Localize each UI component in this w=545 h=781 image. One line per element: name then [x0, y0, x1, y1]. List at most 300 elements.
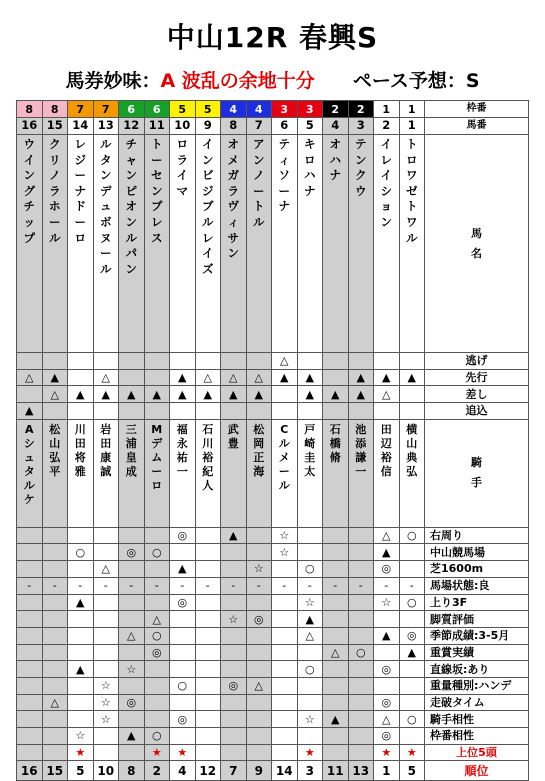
horse-name [348, 135, 374, 353]
mark-cell [221, 403, 247, 420]
mark-cell [93, 527, 119, 544]
mark-cell [272, 661, 298, 678]
rank-cell: 15 [42, 761, 68, 781]
mark-cell [399, 403, 425, 420]
mark-cell [17, 644, 43, 661]
mark-cell [195, 677, 221, 694]
mark-cell [42, 611, 68, 628]
mark-cell [195, 728, 221, 745]
row-label: 季節成績:3-5月 [425, 627, 529, 644]
mark-cell [42, 711, 68, 728]
horse-name-text: レ ジ ー ナ ド ー ロ [74, 137, 86, 245]
mark-cell: ☆ [221, 611, 247, 628]
mark-cell [323, 561, 349, 578]
waku-number-cell: 2 [348, 101, 374, 118]
mark-cell: △ [42, 386, 68, 403]
jockey-name [144, 419, 170, 527]
horse-name [119, 135, 145, 353]
mark-cell [399, 386, 425, 403]
waku-number-cell: 5 [195, 101, 221, 118]
pace-label: ペース予想：S [352, 70, 480, 92]
mark-cell: ▲ [17, 403, 43, 420]
horse-name-text: ロ ラ イ マ [176, 137, 188, 198]
top5-star-cell [195, 744, 221, 761]
rank-cell: 5 [68, 761, 94, 781]
mark-cell: ☆ [93, 711, 119, 728]
horse-number-cell: 9 [195, 118, 221, 135]
mark-cell [348, 611, 374, 628]
mark-cell [195, 353, 221, 370]
mark-cell: ☆ [272, 527, 298, 544]
value-grade: A [160, 70, 176, 92]
horse-number-cell: 1 [399, 118, 425, 135]
mark-cell [246, 353, 272, 370]
top5-star-cell [323, 744, 349, 761]
mark-cell [246, 711, 272, 728]
mark-cell: - [374, 577, 400, 594]
jockey-name-text: 松 山 弘 平 [49, 422, 61, 478]
mark-cell [221, 561, 247, 578]
mark-cell: ▲ [246, 386, 272, 403]
mark-cell [144, 527, 170, 544]
jockey-name [195, 419, 221, 527]
mark-cell [297, 728, 323, 745]
mark-cell [17, 627, 43, 644]
mark-cell [17, 728, 43, 745]
mark-cell [93, 353, 119, 370]
rank-cell: 3 [297, 761, 323, 781]
mark-cell [297, 403, 323, 420]
mark-cell [323, 611, 349, 628]
row-label: 馬場状態:良 [425, 577, 529, 594]
mark-cell [221, 644, 247, 661]
mark-cell: ☆ [374, 594, 400, 611]
mark-cell: - [246, 577, 272, 594]
mark-cell [42, 677, 68, 694]
horse-name [93, 135, 119, 353]
mark-cell [17, 711, 43, 728]
mark-cell [17, 386, 43, 403]
rank-cell: 7 [221, 761, 247, 781]
mark-cell [170, 661, 196, 678]
waku-number-cell: 6 [119, 101, 145, 118]
horse-number-cell: 16 [17, 118, 43, 135]
jockey-name-text: 武 豊 [227, 422, 239, 450]
horse-name [68, 135, 94, 353]
mark-cell [68, 353, 94, 370]
horse-name [323, 135, 349, 353]
horse-number-cell: 12 [119, 118, 145, 135]
mark-cell: △ [144, 611, 170, 628]
row-label: 芝1600m [425, 561, 529, 578]
mark-cell: △ [272, 353, 298, 370]
rank-cell: 5 [399, 761, 425, 781]
mark-cell: - [221, 577, 247, 594]
horse-name-text: ウ イ ン グ チ ッ プ [23, 137, 35, 245]
jockey-name [221, 419, 247, 527]
mark-cell [272, 561, 298, 578]
rank-label: 順位 [425, 761, 529, 781]
mark-cell [297, 527, 323, 544]
horse-name [272, 135, 298, 353]
jockey-name [17, 419, 43, 527]
mark-cell [399, 611, 425, 628]
mark-cell: ▲ [221, 527, 247, 544]
top5-star-cell: ★ [144, 744, 170, 761]
horse-name-text: テ ン ク ウ [355, 137, 367, 198]
waku-number-cell: 3 [272, 101, 298, 118]
mark-cell: ◎ [374, 728, 400, 745]
horse-number-cell: 8 [221, 118, 247, 135]
mark-cell: ☆ [272, 544, 298, 561]
mark-cell [42, 527, 68, 544]
mark-cell [348, 627, 374, 644]
mark-cell [170, 644, 196, 661]
row-label: 枠番相性 [425, 728, 529, 745]
mark-cell [221, 353, 247, 370]
mark-cell: - [42, 577, 68, 594]
top5-star-cell [221, 744, 247, 761]
mark-cell [246, 544, 272, 561]
mark-cell [144, 561, 170, 578]
mark-cell [323, 594, 349, 611]
mark-cell [399, 561, 425, 578]
mark-cell: ○ [399, 711, 425, 728]
rank-cell: 1 [374, 761, 400, 781]
mark-cell: ◎ [119, 694, 145, 711]
mark-cell [323, 544, 349, 561]
mark-cell: ☆ [68, 728, 94, 745]
mark-cell: △ [93, 369, 119, 386]
mark-cell: △ [119, 627, 145, 644]
waku-label: 枠番 [425, 101, 529, 118]
mark-cell [272, 728, 298, 745]
jockey-name [42, 419, 68, 527]
mark-cell: ◎ [170, 527, 196, 544]
rank-cell: 10 [93, 761, 119, 781]
top5-star-cell [119, 744, 145, 761]
mark-cell [246, 594, 272, 611]
mark-cell [68, 561, 94, 578]
mark-cell [297, 677, 323, 694]
mark-cell [119, 644, 145, 661]
umaban-label: 馬番 [425, 118, 529, 135]
mark-cell [144, 677, 170, 694]
mark-cell: ☆ [93, 677, 119, 694]
mark-cell: ☆ [246, 561, 272, 578]
waku-number-cell: 2 [323, 101, 349, 118]
mark-cell [323, 661, 349, 678]
top5-star-cell: ★ [297, 744, 323, 761]
mark-cell [144, 711, 170, 728]
mark-cell [17, 677, 43, 694]
mark-cell [246, 661, 272, 678]
mark-cell: ○ [348, 644, 374, 661]
rank-cell: 2 [144, 761, 170, 781]
mark-cell: ▲ [297, 369, 323, 386]
mark-cell [323, 353, 349, 370]
mark-cell [42, 544, 68, 561]
mark-cell [272, 711, 298, 728]
mark-cell [170, 544, 196, 561]
mark-cell [144, 661, 170, 678]
mark-cell [272, 386, 298, 403]
mark-cell [170, 627, 196, 644]
horse-number-cell: 13 [93, 118, 119, 135]
mark-cell [323, 728, 349, 745]
horse-name-text: ア ン ノ ー ト ル [253, 137, 265, 229]
mark-cell [348, 594, 374, 611]
mark-cell [119, 677, 145, 694]
mark-cell [272, 627, 298, 644]
mark-cell [17, 694, 43, 711]
mark-cell [195, 611, 221, 628]
mark-cell [42, 561, 68, 578]
mark-cell [93, 627, 119, 644]
row-label: 直線坂:あり [425, 661, 529, 678]
mark-cell [195, 694, 221, 711]
mark-cell [195, 594, 221, 611]
mark-cell: ▲ [374, 369, 400, 386]
horse-name-text: イ レ イ シ ョ ン [380, 137, 392, 229]
mark-cell: ◎ [170, 711, 196, 728]
jockey-name [246, 419, 272, 527]
mark-cell [221, 694, 247, 711]
mark-cell: △ [17, 369, 43, 386]
mark-cell [42, 403, 68, 420]
top5-star-cell: ★ [68, 744, 94, 761]
mark-cell [144, 403, 170, 420]
horse-name [42, 135, 68, 353]
waku-number-cell: 5 [170, 101, 196, 118]
jockey-name [323, 419, 349, 527]
mark-cell: - [297, 577, 323, 594]
mark-cell [348, 544, 374, 561]
mark-cell: ▲ [374, 627, 400, 644]
horse-name-text: オ ハ ナ [329, 137, 341, 183]
mark-cell: ○ [170, 677, 196, 694]
mark-cell [68, 527, 94, 544]
mark-cell [93, 544, 119, 561]
mark-cell [374, 677, 400, 694]
horse-name-text: ク リ ノ ラ ホ ー ル [49, 137, 61, 245]
mark-cell: △ [42, 694, 68, 711]
mark-cell: ▲ [297, 611, 323, 628]
jockey-name [399, 419, 425, 527]
mark-cell: ▲ [348, 386, 374, 403]
page-title: 中山12R 春興S [166, 21, 379, 54]
mark-cell: ▲ [399, 369, 425, 386]
horse-name [399, 135, 425, 353]
mark-cell [119, 403, 145, 420]
mark-cell: ○ [68, 544, 94, 561]
value-label: 馬券妙味： [65, 70, 161, 92]
mark-cell: △ [221, 369, 247, 386]
mark-cell: ▲ [170, 369, 196, 386]
mark-cell [195, 544, 221, 561]
jockey-label [425, 419, 529, 527]
jockey-name [119, 419, 145, 527]
row-label: 重量種別:ハンデ [425, 677, 529, 694]
mark-cell: ◎ [144, 644, 170, 661]
mark-cell: - [144, 577, 170, 594]
mark-cell: △ [93, 561, 119, 578]
mark-cell [272, 403, 298, 420]
mark-cell: △ [374, 711, 400, 728]
mark-cell: ▲ [399, 644, 425, 661]
row-label: 右周り [425, 527, 529, 544]
mark-cell [17, 544, 43, 561]
mark-cell: ○ [399, 594, 425, 611]
top5-star-cell [246, 744, 272, 761]
mark-cell [323, 627, 349, 644]
rank-cell: 8 [119, 761, 145, 781]
mark-cell: ○ [144, 627, 170, 644]
horse-number-cell: 4 [323, 118, 349, 135]
mark-cell [323, 403, 349, 420]
top5-label: 上位5頭 [425, 744, 529, 761]
mark-cell: - [93, 577, 119, 594]
mark-cell [119, 611, 145, 628]
row-label: 中山競馬場 [425, 544, 529, 561]
horse-name [144, 135, 170, 353]
jockey-name [297, 419, 323, 527]
mark-cell [221, 728, 247, 745]
jockey-name-text: 石 橋 脩 [329, 422, 341, 464]
mark-cell [374, 403, 400, 420]
subtitle [0, 66, 545, 93]
mark-cell [374, 644, 400, 661]
mark-cell [68, 403, 94, 420]
horse-name-text: ト ー セ ン ブ レ ス [151, 137, 163, 245]
mark-cell [42, 728, 68, 745]
mark-cell: - [399, 577, 425, 594]
mark-cell: ◎ [170, 594, 196, 611]
top5-star-cell [348, 744, 374, 761]
mark-cell: ▲ [348, 369, 374, 386]
waku-number-cell: 8 [42, 101, 68, 118]
mark-cell [42, 644, 68, 661]
mark-cell [17, 594, 43, 611]
mark-cell: - [348, 577, 374, 594]
mark-cell [93, 728, 119, 745]
mark-cell: ▲ [195, 386, 221, 403]
mark-cell [68, 711, 94, 728]
mark-cell: ○ [297, 661, 323, 678]
mark-cell [348, 527, 374, 544]
top5-star-cell [42, 744, 68, 761]
jockey-name-text: 川 田 将 雅 [74, 422, 86, 478]
mark-cell [42, 661, 68, 678]
mark-cell [348, 694, 374, 711]
waku-number-cell: 4 [221, 101, 247, 118]
mark-cell: ▲ [68, 661, 94, 678]
horse-number-cell: 5 [297, 118, 323, 135]
mark-cell: ▲ [68, 386, 94, 403]
mark-cell [246, 403, 272, 420]
horse-name [246, 135, 272, 353]
mark-cell: ◎ [119, 544, 145, 561]
top5-star-cell [93, 744, 119, 761]
mark-cell [348, 661, 374, 678]
horse-number-cell: 11 [144, 118, 170, 135]
mark-cell [348, 677, 374, 694]
mark-cell: ▲ [323, 386, 349, 403]
mark-cell: ▲ [68, 594, 94, 611]
mark-cell [246, 694, 272, 711]
horse-name-text: ト ロ ワ ゼ ト ワ ル [406, 137, 418, 245]
mark-cell: ▲ [323, 711, 349, 728]
mark-cell [170, 403, 196, 420]
horse-name-text: チ ャ ン ピ オ ン ル パ ン [125, 137, 137, 276]
horse-name-label [425, 135, 529, 353]
mark-cell: ▲ [93, 386, 119, 403]
mark-cell [17, 561, 43, 578]
mark-cell: - [272, 577, 298, 594]
horse-name-text: オ メ ガ ラ ヴ ィ サ ン [227, 137, 239, 261]
mark-cell [144, 369, 170, 386]
mark-cell [246, 728, 272, 745]
mark-cell: △ [374, 386, 400, 403]
horse-number-cell: 2 [374, 118, 400, 135]
mark-cell: ☆ [119, 661, 145, 678]
mark-cell: - [119, 577, 145, 594]
mark-cell [297, 544, 323, 561]
horse-name-label-text: 馬 名 [471, 226, 482, 260]
horse-number-cell: 10 [170, 118, 196, 135]
mark-cell: ▲ [119, 386, 145, 403]
mark-cell [42, 594, 68, 611]
jockey-name [68, 419, 94, 527]
mark-cell [272, 677, 298, 694]
row-label: 上り3F [425, 594, 529, 611]
jockey-name-text: 戸 崎 圭 太 [304, 422, 316, 478]
mark-cell: ◎ [374, 661, 400, 678]
mark-cell [68, 694, 94, 711]
horse-number-cell: 14 [68, 118, 94, 135]
mark-cell [272, 611, 298, 628]
mark-cell [170, 694, 196, 711]
mark-cell [348, 353, 374, 370]
mark-cell: ○ [144, 544, 170, 561]
row-label: 騎手相性 [425, 711, 529, 728]
row-label: 逃げ [425, 353, 529, 370]
waku-number-cell: 3 [297, 101, 323, 118]
mark-cell [272, 694, 298, 711]
mark-cell [17, 661, 43, 678]
mark-cell [399, 677, 425, 694]
mark-cell: ○ [144, 728, 170, 745]
jockey-name-text: C ル メ ー ル [278, 422, 290, 492]
mark-cell: - [68, 577, 94, 594]
mark-cell: ◎ [374, 561, 400, 578]
mark-cell [221, 711, 247, 728]
top5-star-cell: ★ [374, 744, 400, 761]
mark-cell: ◎ [246, 611, 272, 628]
horse-name [195, 135, 221, 353]
mark-cell: ☆ [297, 711, 323, 728]
mark-cell [195, 644, 221, 661]
mark-cell: ▲ [221, 386, 247, 403]
top5-star-cell [17, 744, 43, 761]
mark-cell [323, 677, 349, 694]
mark-cell [170, 611, 196, 628]
mark-cell [297, 644, 323, 661]
value-comment: 波乱の余地十分 [175, 70, 315, 92]
jockey-name [374, 419, 400, 527]
mark-cell [144, 594, 170, 611]
mark-cell [119, 527, 145, 544]
